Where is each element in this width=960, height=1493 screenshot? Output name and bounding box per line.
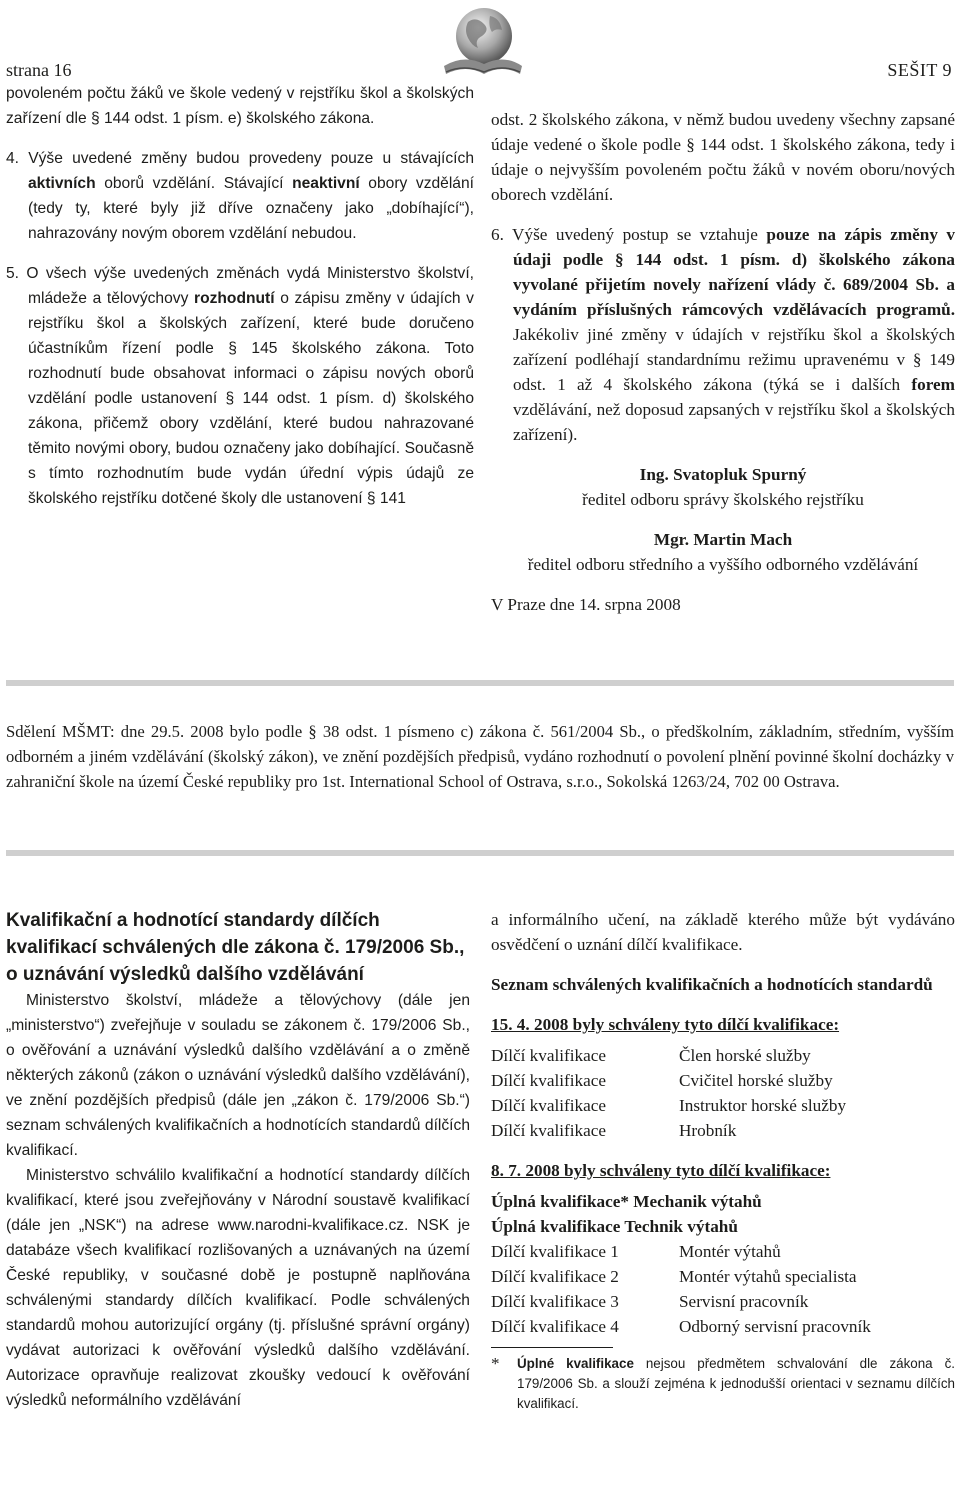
- qualification-row: [491, 1093, 955, 1118]
- qualification-name: Montér výtahů specialista: [679, 1267, 857, 1286]
- issue-label: SEŠIT 9: [887, 60, 952, 80]
- qualification-type: Dílčí kvalifikace: [491, 1071, 607, 1090]
- footnote: [491, 1354, 955, 1414]
- bold-run: forem: [911, 375, 955, 394]
- top-right-column: [491, 107, 955, 617]
- item-number: 4.: [6, 150, 20, 167]
- signatory-role: ředitel odboru středního a vyššího odborného vzdělávání: [527, 555, 919, 574]
- text-run: nejsou předmětem schvalování dle zákona č. 179/2006 Sb. a slouží zejména k jednodušší orientaci v seznamu dílčích kvalifikací.: [517, 1356, 955, 1411]
- qualification-type: Dílčí kvalifikace: [491, 1046, 607, 1065]
- qualification-name: Montér výtahů: [679, 1242, 781, 1261]
- paragraph: povoleném počtu žáků ve škole vedený v rejstříku škol a školských zařízení dle § 144 odst. 1 písm. e) školského zákona.: [6, 85, 474, 127]
- footnote-marker: *: [491, 1354, 500, 1373]
- divider: [6, 850, 954, 856]
- qualification-row: [491, 1289, 955, 1314]
- text-run: oborů vzdělání.: [95, 175, 224, 192]
- paragraph: Ministerstvo schválilo kvalifikační a hodnotící standardy dílčích kvalifikací, které jsou zveřejňovány v Národní soustavě kvalifikací (dále jen „NSK“) na adrese www.narodni-kvalifikace.cz. NSK je databáze všech kvalifikací rozlišovaných a uznávaných na území České republiky, v současné době je postupně naplňována schválenými standardy dílčích kvalifikací. Podle schválených standardů mohou autorizující orgány (tj. příslušné správní orgány) vydávat autorizaci k ověřování výsledků dalšího vzdělávání. Autorizace opravňuje realizovat zkoušky vedoucí k ověřování výsledků neformálního vzdělávání: [6, 1167, 470, 1409]
- qualification-row: [491, 1068, 955, 1093]
- text-run: Výše uvedené změny budou provedeny pouze u stávajících: [19, 150, 474, 167]
- full-qualification: Úplná kvalifikace* Mechanik výtahů: [491, 1192, 762, 1211]
- text-run: [284, 175, 293, 192]
- qualification-type: Dílčí kvalifikace 3: [491, 1292, 619, 1311]
- text-run: Jakékoliv jiné změny v údajích v rejstříku škol a školských zařízení podléhají standardnímu režimu upravenému v § 149 odst. 1 až 4 školského zákona (týká se i dalších: [513, 325, 955, 394]
- item-number: 5.: [6, 265, 20, 282]
- list-item-6: [491, 222, 955, 447]
- list-item-4: [6, 146, 474, 246]
- qualification-name: Odborný servisní pracovník: [679, 1317, 871, 1336]
- qualification-row: [491, 1239, 955, 1264]
- bold-run: pouze na zápis změny v údaji podle § 144 odst. 1 písm. d) školského zákona vyvolané přijetím novely nařízení vlády č. 689/2004 Sb. a vydáním příslušných rámcových vzdělávacích programů.: [513, 225, 955, 319]
- list-heading: Seznam schválených kvalifikačních a hodnotících standardů: [491, 975, 933, 994]
- qualification-name: Instruktor horské služby: [679, 1096, 847, 1115]
- qualification-row: [491, 1118, 955, 1143]
- qualification-name: Servisní pracovník: [679, 1292, 809, 1311]
- qualification-name: Člen horské služby: [679, 1046, 811, 1065]
- text-run: vzdělávání, než doposud zapsaných v rejstříku škol a školských zařízení).: [513, 400, 955, 444]
- item-number: 6.: [491, 225, 504, 244]
- signatory-name: Mgr. Martin Mach: [653, 530, 793, 549]
- qualification-type: Dílčí kvalifikace 2: [491, 1267, 619, 1286]
- qualification-type: Dílčí kvalifikace: [491, 1121, 607, 1140]
- qualification-type: Dílčí kvalifikace 1: [491, 1242, 619, 1261]
- date-heading: 8. 7. 2008 byly schváleny tyto dílčí kvalifikace:: [491, 1161, 831, 1180]
- divider: [6, 680, 954, 686]
- full-qualification: Úplná kvalifikace Technik výtahů: [491, 1217, 738, 1236]
- paragraph: Ministerstvo školství, mládeže a tělovýchovy (dále jen „ministerstvo“) zveřejňuje v souladu se zákonem č. 179/2006 Sb., o ověřování a uznávání výsledků dalšího vzdělávání a o změně některých zákonů (zákon o uznávání výsledků dalšího vzdělávání), ve znění pozdějších předpisů (dále jen „zákon č. 179/2006 Sb.“) seznam schválených kvalifikačních a hodnotících standardů dílčích kvalifikací.: [6, 992, 470, 1159]
- bold-run: neaktivní: [292, 175, 360, 192]
- article-heading: Kvalifikační a hodnotící standardy dílčích kvalifikací schválených dle zákona č. 179/2006 Sb., o uznávání výsledků dalšího vzdělávání: [6, 910, 465, 985]
- qualification-name: Cvičitel horské služby: [679, 1071, 833, 1090]
- qualification-type: Dílčí kvalifikace: [491, 1096, 607, 1115]
- globe-book-logo-icon: [438, 2, 524, 88]
- list-item-5: [6, 261, 474, 511]
- page-number: strana 16: [6, 60, 72, 80]
- bottom-right-column: [491, 907, 955, 1414]
- notice-text: Sdělení MŠMT: dne 29.5. 2008 bylo podle § 38 odst. 1 písmeno c) zákona č. 561/2004 Sb., o předškolním, základním, středním, vyšším odborném a jiném vzdělávání (školský zákon), ve znění pozdějších předpisů, vydáno rozhodnutí o povolení plnění povinné školní docházky v zahraniční škole na území České republiky pro 1st. International School of Ostrava, s.r.o., Sokolská 1263/24, 702 00 Ostrava.: [6, 722, 954, 791]
- bold-run: Úplné kvalifikace: [517, 1356, 634, 1371]
- qualification-row: [491, 1314, 955, 1339]
- footnote-text: [517, 1354, 955, 1414]
- place-date: V Praze dne 14. srpna 2008: [491, 595, 681, 614]
- bold-run: aktivních: [28, 175, 96, 192]
- paragraph: odst. 2 školského zákona, v němž budou uvedeny všechny zapsané údaje vedené o škole podle § 144 odst. 1 školského zákona, tedy i údaje o nejvyšším povoleném počtu žáků v novém oboru/nových oborech vzdělání.: [491, 110, 955, 204]
- paragraph: a informálního učení, na základě kterého může být vydáváno osvědčení o uznání dílčí kvalifikace.: [491, 910, 955, 954]
- bottom-left-column: [6, 907, 470, 1413]
- ministry-notice: [6, 719, 954, 794]
- text-run: obory vzdělání (tedy ty, které byly již dříve označeny jako „dobíhající“), nahrazovány novým oborem vzdělání nebudou.: [28, 175, 474, 242]
- top-left-column: [6, 81, 474, 511]
- bold-run: rozhodnutí: [194, 290, 275, 307]
- text-run: Stávající: [223, 175, 284, 192]
- text-run: Toto rozhodnutí bude obsahovat informaci o zápisu nových oborů vzdělání podle ustanovení § 144 odst. 1 písm. d) školského zákona, přičemž obory vzdělání, které budou nahrazované těmito novými obory, budou označeny jako dobíhající. Současně s tímto rozhodnutím bude vydán úřední výpis údajů ze školského rejstříku dotčené školy dle ustanovení § 141: [28, 340, 474, 507]
- signatory-name: Ing. Svatopluk Spurný: [639, 465, 807, 484]
- footnote-divider: [491, 1347, 613, 1348]
- text-run: O všech výše uvedených změnách vydá Ministerstvo školství, mládeže a tělovýchovy: [19, 265, 474, 307]
- text-run: o zápisu změny v údajích v rejstříku škol a školských zařízení, které bude doručeno účastníkům řízení podle § 145 školského zákona.: [28, 290, 474, 357]
- signatory-role: ředitel odboru správy školského rejstříku: [582, 490, 864, 509]
- qualification-type: Dílčí kvalifikace 4: [491, 1317, 619, 1336]
- qualification-row: [491, 1043, 955, 1068]
- date-heading: 15. 4. 2008 byly schváleny tyto dílčí kvalifikace:: [491, 1015, 840, 1034]
- text-run: Výše uvedený postup se vztahuje: [503, 225, 767, 244]
- qualification-name: Hrobník: [679, 1121, 737, 1140]
- qualification-row: [491, 1264, 955, 1289]
